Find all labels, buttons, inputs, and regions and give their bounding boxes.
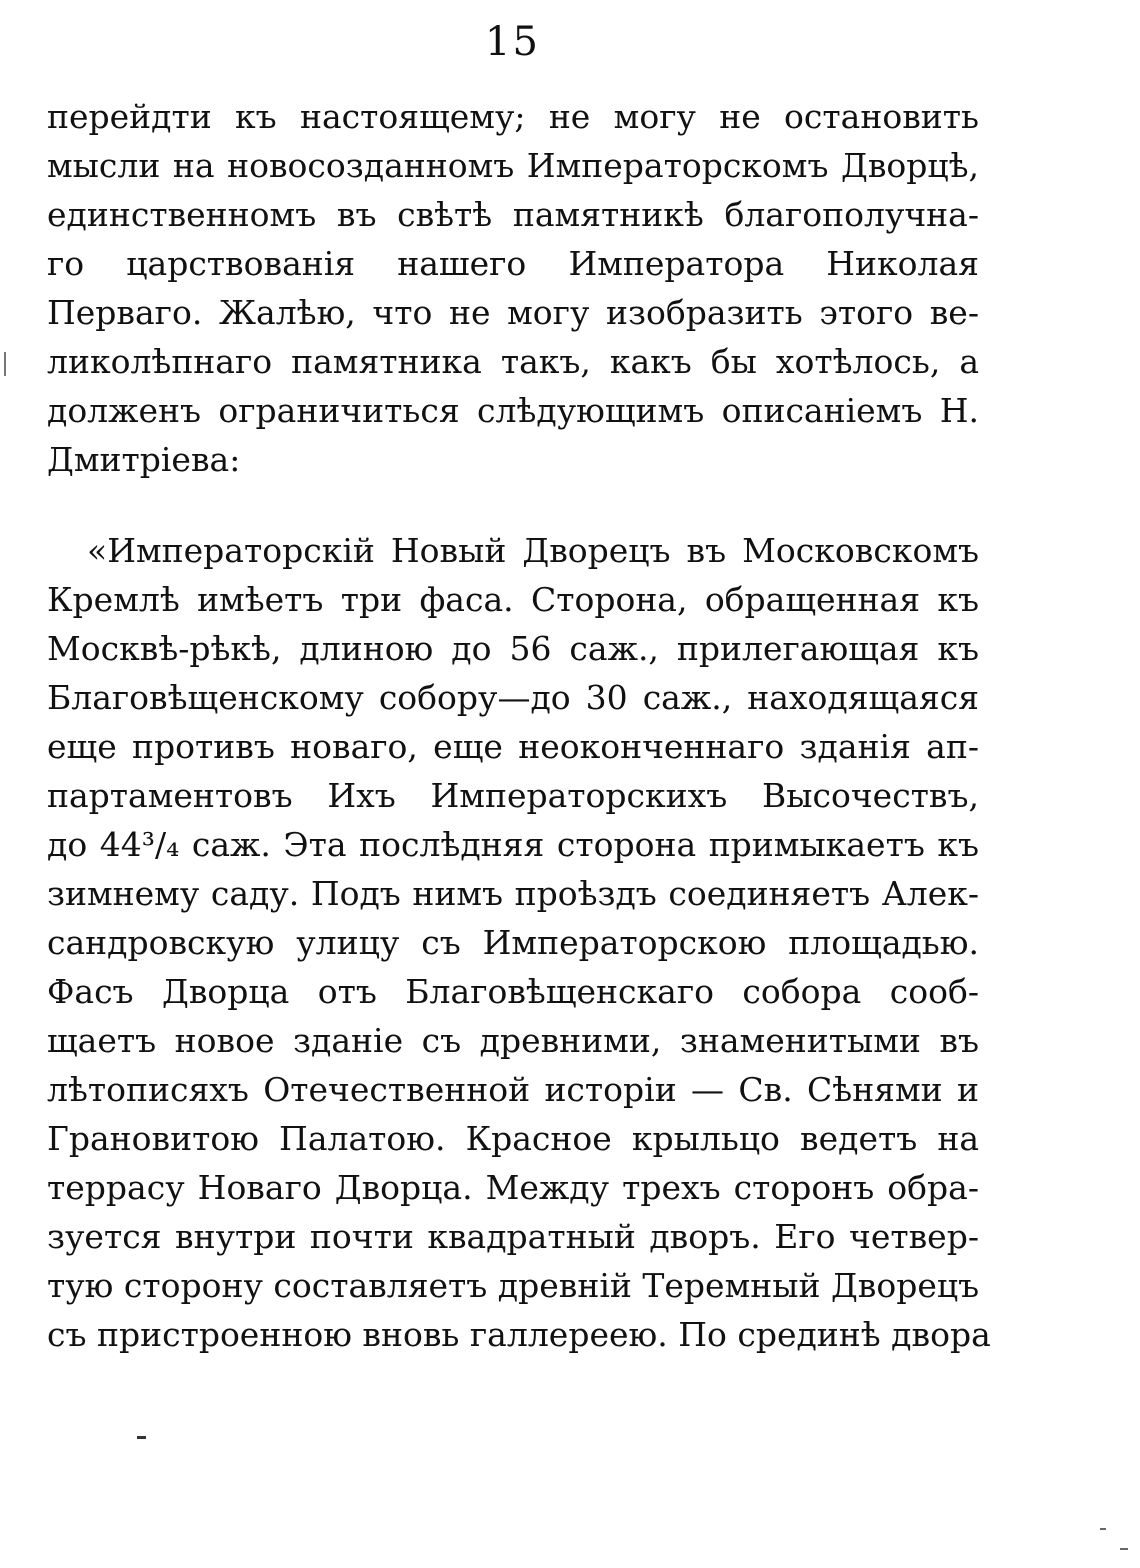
text-line: перейдти къ настоящему; не могу не остановить <box>47 97 979 136</box>
text-line: щаетъ новое зданіе съ древними, знаменитыми въ <box>47 1021 979 1060</box>
text-line: съ пристроенною вновь галлереею. По срединѣ двора <box>47 1315 991 1354</box>
text-line: еще противъ новаго, еще неоконченнаго зданія ап- <box>47 727 979 766</box>
scan-speck <box>137 1436 146 1439</box>
text-line: го царствованія нашего Императора Николая <box>47 244 979 283</box>
text-line: ликолѣпнаго памятника такъ, какъ бы хотѣлось, а <box>47 342 979 381</box>
text-line: долженъ ограничиться слѣдующимъ описаніемъ Н. <box>47 391 979 430</box>
text-line: террасу Новаго Дворца. Между трехъ сторонъ обра- <box>47 1168 979 1207</box>
paragraph-2-quotation <box>47 526 991 1359</box>
scan-speck <box>4 352 6 376</box>
scan-speck <box>1100 1528 1106 1530</box>
text-line: лѣтописяхъ Отечественной исторіи — Св. Сѣнями и <box>47 1070 979 1109</box>
text-line: зуется внутри почти квадратный дворъ. Его четвер- <box>47 1217 979 1256</box>
text-line: Благовѣщенскому собору—до 30 саж., находящаяся <box>47 678 979 717</box>
text-line: до 44³/₄ саж. Эта послѣдняя сторона примыкаетъ къ <box>47 825 979 864</box>
text-line: тую сторону составляетъ древній Теремный Дворецъ <box>47 1266 980 1305</box>
paragraph-1 <box>47 92 979 484</box>
scan-speck <box>1120 1548 1128 1550</box>
text-line: Дмитріева: <box>47 440 241 479</box>
text-line: Москвѣ-рѣкѣ, длиною до 56 саж., прилегающая къ <box>47 629 979 668</box>
text-line: Перваго. Жалѣю, что не могу изобразить этого ве- <box>47 293 979 332</box>
text-line: единственномъ въ свѣтѣ памятникѣ благополучна- <box>47 195 979 234</box>
text-line: партаментовъ Ихъ Императорскихъ Высочествъ, <box>47 776 979 815</box>
text-line: мысли на новосозданномъ Императорскомъ Дворцѣ, <box>47 146 979 185</box>
text-line: «Императорскій Новый Дворецъ въ Московскомъ <box>87 531 979 570</box>
text-line: зимнему саду. Подъ нимъ проѣздъ соединяетъ Алек- <box>47 874 979 913</box>
page-number: 15 <box>485 19 540 65</box>
text-line: Грановитою Палатою. Красное крыльцо ведетъ на <box>47 1119 979 1158</box>
text-line: Фасъ Дворца отъ Благовѣщенскаго собора сооб- <box>47 972 979 1011</box>
text-line: сандровскую улицу съ Императорскою площадью. <box>47 923 979 962</box>
text-line: Кремлѣ имѣетъ три фаса. Сторона, обращенная къ <box>47 580 979 619</box>
